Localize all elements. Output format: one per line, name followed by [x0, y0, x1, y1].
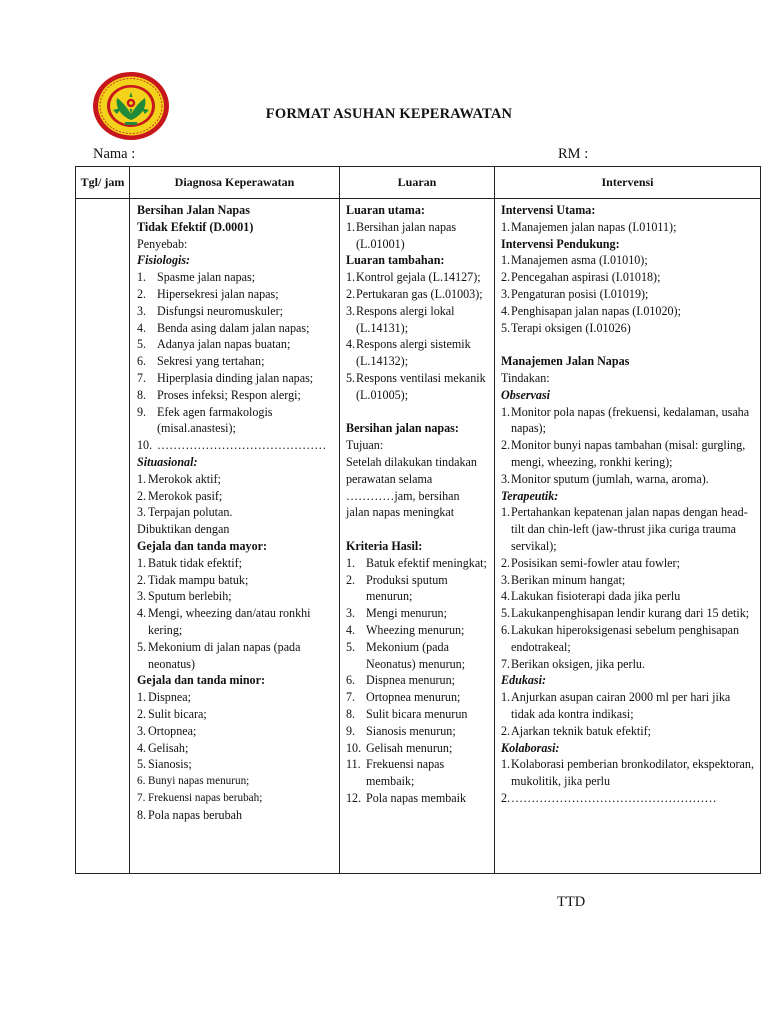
intervensi-line [501, 622, 757, 656]
intervensi-line [501, 353, 757, 370]
intervensi-item-number: 3. [501, 286, 511, 301]
diagnosa-item-text: Batuk tidak efektif; [148, 555, 243, 570]
intervensi-line [501, 672, 757, 689]
diagnosa-item-number: 10. [137, 438, 153, 453]
diagnosa-item-number: 8. [137, 807, 147, 822]
luaran-item-text: Respons alergi lokal (L.14131); [356, 303, 455, 335]
intervensi-line [501, 588, 757, 605]
diagnosa-item-number: 6. [137, 354, 147, 369]
table-body-row [76, 199, 761, 874]
diagnosa-item-text: Efek agen farmakologis (misal.anastesi); [157, 404, 273, 436]
diagnosa-item-number: 5. [137, 639, 147, 654]
luaran-item-number: 12. [346, 790, 362, 805]
luaran-item-text: Gelisah menurun; [366, 740, 453, 755]
diagnosa-item-text: Frekuensi napas berubah; [148, 791, 263, 804]
diagnosa-item-text: Disfungsi neuromuskuler; [157, 303, 283, 318]
luaran-item-number: 5. [346, 370, 356, 385]
luaran-line [346, 471, 491, 488]
luaran-line [346, 404, 491, 421]
form-title: FORMAT ASUHAN KEPERAWATAN [265, 106, 513, 122]
intervensi-line [501, 252, 757, 269]
diagnosa-item-text: Sekresi yang tertahan; [157, 354, 265, 369]
diagnosa-item-text: Sputum berlebih; [148, 589, 232, 604]
diagnosa-heading: Bersihan Jalan Napas [137, 203, 250, 217]
intervensi-line [501, 723, 757, 740]
luaran-text: Tujuan: [346, 438, 384, 453]
intervensi-line [501, 488, 757, 505]
intervensi-item-text: Berikan minum hangat; [511, 572, 626, 587]
diagnosa-item-text: Bunyi napas menurun; [148, 775, 250, 788]
diagnosa-line [137, 219, 336, 236]
intervensi-line [501, 572, 757, 589]
diagnosa-item-number: 1. [137, 471, 147, 486]
diagnosa-line [137, 286, 336, 303]
diagnosa-line [137, 269, 336, 286]
intervensi-item-text: Pertahankan kepatenan jalan napas dengan head-tilt dan chin-left (jaw-thrust jika curiga trauma servikal); [511, 505, 748, 553]
luaran-item-text: Dispnea menurun; [366, 673, 456, 688]
diagnosa-item-number: 8. [137, 387, 147, 402]
luaran-line [346, 420, 491, 437]
luaran-item-number: 3. [346, 606, 356, 621]
luaran-line [346, 521, 491, 538]
intervensi-line [501, 286, 757, 303]
rm-label: RM : [558, 146, 589, 162]
diagnosa-item-number: 3. [137, 303, 147, 318]
diagnosa-heading: Gejala dan tanda mayor: [137, 538, 268, 553]
intervensi-item-number: 2. [501, 790, 511, 805]
luaran-heading: Luaran tambahan: [346, 253, 445, 268]
diagnosa-list [130, 199, 339, 823]
intervensi-item-text: Monitor bunyi napas tambahan (misal: gurgling, mengi, wheezing, ronkhi kering); [511, 438, 746, 469]
table-header-row [76, 167, 761, 199]
diagnosa-text: Dibuktikan dengan [137, 522, 230, 537]
diagnosa-line [137, 807, 336, 824]
luaran-line [346, 538, 491, 555]
luaran-line [346, 454, 491, 471]
luaran-line [346, 336, 491, 370]
diagnosa-line [137, 471, 336, 488]
luaran-line [346, 622, 491, 639]
diagnosa-item-number: 4. [137, 740, 147, 755]
luaran-item-number: 7. [346, 690, 356, 705]
luaran-item-number: 3. [346, 303, 356, 318]
luaran-item-text: Respons ventilasi mekanik (L.01005); [356, 370, 486, 402]
luaran-item-number: 8. [346, 706, 356, 721]
intervensi-line [501, 740, 757, 757]
luaran-item-number: 1. [346, 270, 356, 285]
intervensi-item-number: 3. [501, 572, 511, 587]
luaran-item-text: Frekuensi napas membaik; [366, 757, 445, 789]
diagnosa-line [137, 706, 336, 723]
diagnosa-line [137, 353, 336, 370]
luaran-item-number: 4. [346, 622, 356, 637]
luaran-line [346, 286, 491, 303]
diagnosa-item-number: 4. [137, 320, 147, 335]
intervensi-item-number: 2. [501, 438, 511, 453]
diagnosa-line [137, 303, 336, 320]
diagnosa-line [137, 387, 336, 404]
intervensi-line [501, 555, 757, 572]
diagnosa-item-text: Benda asing dalam jalan napas; [157, 320, 310, 335]
luaran-item-text: Kontrol gejala (L.14127); [356, 270, 481, 285]
diagnosa-line [137, 773, 336, 790]
intervensi-item-number: 1. [501, 253, 511, 268]
intervensi-heading: Terapeutik: [501, 488, 559, 503]
luaran-text: Setelah dilakukan tindakan [346, 454, 477, 469]
diagnosa-item-number: 3. [137, 723, 147, 738]
nama-label: Nama : [93, 146, 136, 162]
luaran-list [340, 199, 494, 807]
intervensi-item-text: Anjurkan asupan cairan 2000 ml per hari jika tidak ada kontra indikasi; [511, 690, 731, 721]
intervensi-line [501, 756, 757, 790]
intervensi-cell [495, 199, 761, 874]
diagnosa-item-number: 3. [137, 505, 147, 520]
intervensi-line [501, 320, 757, 337]
diagnosa-line [137, 790, 336, 807]
intervensi-line [501, 219, 757, 236]
intervensi-heading: Manajemen Jalan Napas [501, 354, 630, 369]
luaran-item-text: Bersihan jalan napas (L.01001) [356, 219, 457, 251]
diagnosa-heading: Situasional: [137, 454, 198, 469]
diagnosa-line [137, 588, 336, 605]
diagnosa-item-number: 2. [137, 706, 147, 721]
diagnosa-item-number: 6. [137, 775, 146, 788]
intervensi-item-number: 1. [501, 690, 511, 705]
diagnosa-item-text: Hipersekresi jalan napas; [157, 286, 279, 301]
diagnosa-heading: Gejala dan tanda minor: [137, 673, 266, 688]
diagnosa-line [137, 370, 336, 387]
intervensi-line [501, 790, 757, 807]
diagnosa-item-number: 3. [137, 589, 147, 604]
diagnosa-line [137, 672, 336, 689]
diagnosa-line [137, 605, 336, 639]
intervensi-item-text: Posisikan semi-fowler atau fowler; [511, 555, 680, 570]
diagnosa-item-text: Adanya jalan napas buatan; [157, 337, 291, 352]
intervensi-item-text: Terapi oksigen (I.01026) [511, 320, 631, 335]
intervensi-item-number: 2. [501, 270, 511, 285]
luaran-item-text: Mekonium (pada Neonatus) menurun; [366, 639, 466, 671]
diagnosa-line [137, 555, 336, 572]
diagnosa-line [137, 689, 336, 706]
intervensi-item-text: Manajemen jalan napas (I.01011); [511, 219, 677, 234]
luaran-item-number: 1. [346, 555, 356, 570]
intervensi-line [501, 689, 757, 723]
diagnosa-item-text: Terpajan polutan. [148, 505, 233, 520]
luaran-line [346, 706, 491, 723]
intervensi-item-number: 1. [501, 757, 511, 772]
luaran-line [346, 202, 491, 219]
luaran-cell [340, 199, 495, 874]
diagnosa-item-text: Merokok pasif; [148, 488, 223, 503]
header-tgl-jam: Tgl/ jam [76, 167, 130, 199]
luaran-text: jalan napas meningkat [346, 505, 455, 520]
tgl-jam-cell [76, 199, 130, 874]
luaran-item-text: Sulit bicara menurun [366, 706, 468, 721]
intervensi-line [501, 303, 757, 320]
luaran-line [346, 303, 491, 337]
luaran-line [346, 437, 491, 454]
diagnosa-line [137, 504, 336, 521]
diagnosa-item-number: 1. [137, 690, 147, 705]
diagnosa-line [137, 488, 336, 505]
care-plan-table [75, 166, 761, 874]
diagnosa-line [137, 740, 336, 757]
intervensi-line [501, 370, 757, 387]
luaran-line [346, 605, 491, 622]
diagnosa-line [137, 336, 336, 353]
luaran-item-number: 11. [346, 757, 361, 772]
diagnosa-line [137, 521, 336, 538]
luaran-text: …………jam, bersihan [346, 488, 460, 503]
luaran-line [346, 555, 491, 572]
intervensi-heading: Observasi [501, 387, 551, 402]
intervensi-heading: Intervensi Pendukung: [501, 236, 620, 251]
diagnosa-item-text: Spasme jalan napas; [157, 270, 256, 285]
diagnosa-line [137, 639, 336, 673]
luaran-item-number: 6. [346, 673, 356, 688]
intervensi-item-number: 1. [501, 219, 511, 234]
intervensi-item-text: Lakukan hiperoksigenasi sebelum penghisapan endotrakeal; [511, 622, 740, 654]
luaran-line [346, 740, 491, 757]
intervensi-item-number: 5. [501, 606, 511, 621]
diagnosa-item-number: 1. [137, 555, 147, 570]
diagnosa-item-text: Sulit bicara; [148, 706, 207, 721]
luaran-item-text: Wheezing menurun; [366, 622, 465, 637]
diagnosa-item-text: Mengi, wheezing dan/atau ronkhi kering; [148, 606, 311, 637]
intervensi-line [501, 387, 757, 404]
luaran-item-number: 5. [346, 639, 356, 654]
diagnosa-line [137, 236, 336, 253]
intervensi-line [501, 202, 757, 219]
intervensi-line [501, 504, 757, 554]
intervensi-item-number: 1. [501, 404, 511, 419]
intervensi-line [501, 336, 757, 353]
intervensi-item-number: 1. [501, 505, 511, 520]
diagnosa-item-number: 2. [137, 572, 147, 587]
intervensi-item-number: 5. [501, 320, 511, 335]
diagnosa-item-number: 7. [137, 370, 147, 385]
luaran-item-number: 2. [346, 286, 356, 301]
intervensi-item-text: …………………………………………… [511, 790, 717, 805]
luaran-line [346, 269, 491, 286]
diagnosa-item-number: 5. [137, 757, 147, 772]
diagnosa-heading: Fisiologis: [137, 253, 191, 268]
diagnosa-line [137, 404, 336, 438]
luaran-text: perawatan selama [346, 471, 433, 486]
diagnosa-line [137, 572, 336, 589]
intervensi-item-number: 6. [501, 622, 511, 637]
luaran-text [346, 521, 491, 538]
intervensi-item-number: 2. [501, 555, 511, 570]
intervensi-item-text: Pengaturan posisi (I.01019); [511, 286, 649, 301]
diagnosa-item-number: 2. [137, 286, 147, 301]
luaran-item-number: 1. [346, 219, 356, 234]
diagnosa-line [137, 320, 336, 337]
luaran-line [346, 219, 491, 253]
luaran-item-text: Produksi sputum menurun; [366, 572, 448, 604]
header-diagnosa: Diagnosa Keperawatan [130, 167, 340, 199]
header-luaran: Luaran [340, 167, 495, 199]
diagnosa-line [137, 723, 336, 740]
diagnosa-item-text: Hiperplasia dinding jalan napas; [157, 370, 314, 385]
diagnosa-line [137, 756, 336, 773]
intervensi-text [501, 336, 757, 353]
ttd-label: TTD [557, 894, 586, 910]
diagnosa-item-text: Tidak mampu batuk; [148, 572, 249, 587]
luaran-item-number: 4. [346, 337, 356, 352]
luaran-heading: Kriteria Hasil: [346, 538, 423, 553]
luaran-line [346, 639, 491, 673]
intervensi-line [501, 471, 757, 488]
diagnosa-item-text: Dispnea; [148, 690, 191, 705]
diagnosa-line [137, 454, 336, 471]
intervensi-item-number: 4. [501, 303, 511, 318]
luaran-item-text: Mengi menurun; [366, 606, 447, 621]
luaran-line [346, 790, 491, 807]
intervensi-item-text: Lakukanpenghisapan lendir kurang dari 15 detik; [511, 606, 750, 621]
intervensi-line [501, 236, 757, 253]
intervensi-item-text: Ajarkan teknik batuk efektif; [511, 723, 652, 738]
diagnosa-item-number: 7. [137, 791, 146, 804]
luaran-item-text: Sianosis menurun; [366, 723, 456, 738]
luaran-item-text: Batuk efektif meningkat; [366, 555, 487, 570]
diagnosa-item-text: Proses infeksi; Respon alergi; [157, 387, 301, 402]
luaran-line [346, 572, 491, 606]
diagnosa-item-number: 4. [137, 606, 147, 621]
luaran-heading: Luaran utama: [346, 203, 425, 217]
intervensi-item-number: 7. [501, 656, 511, 671]
intervensi-item-text: Pencegahan aspirasi (I.01018); [511, 270, 661, 285]
luaran-heading: Bersihan jalan napas: [346, 421, 459, 436]
intervensi-heading: Edukasi: [501, 673, 547, 688]
diagnosa-item-text: Ortopnea; [148, 723, 197, 738]
luaran-line [346, 504, 491, 521]
luaran-item-text: Ortopnea menurun; [366, 690, 461, 705]
luaran-item-text: Respons alergi sistemik (L.14132); [356, 337, 471, 369]
diagnosa-item-text: Sianosis; [148, 757, 192, 772]
diagnosa-line [137, 437, 336, 454]
intervensi-item-text: Penghisapan jalan napas (I.01020); [511, 303, 681, 318]
intervensi-item-text: Manajemen asma (I.01010); [511, 253, 648, 268]
intervensi-line [501, 437, 757, 471]
intervensi-line [501, 605, 757, 622]
intervensi-heading: Kolaborasi: [501, 740, 560, 755]
luaran-line [346, 689, 491, 706]
diagnosa-heading: Tidak Efektif (D.0001) [137, 219, 254, 234]
intervensi-text: Tindakan: [501, 370, 550, 385]
luaran-item-text: Pola napas membaik [366, 790, 467, 805]
diagnosa-line [137, 252, 336, 269]
luaran-item-number: 2. [346, 572, 356, 587]
header-intervensi: Intervensi [495, 167, 761, 199]
luaran-line [346, 488, 491, 505]
intervensi-item-number: 2. [501, 723, 511, 738]
diagnosa-item-number: 1. [137, 270, 147, 285]
luaran-text [346, 404, 491, 421]
intervensi-item-text: Monitor pola napas (frekuensi, kedalaman, usaha napas); [511, 404, 750, 436]
diagnosa-text: Penyebab: [137, 236, 188, 251]
intervensi-heading: Intervensi Utama: [501, 203, 596, 217]
intervensi-item-text: Monitor sputum (jumlah, warna, aroma). [511, 471, 709, 486]
diagnosa-item-number: 2. [137, 488, 147, 503]
diagnosa-item-text: …………………………………… [157, 438, 327, 453]
diagnosa-item-text: Gelisah; [148, 740, 189, 755]
intervensi-line [501, 404, 757, 438]
luaran-line [346, 672, 491, 689]
diagnosa-item-number: 9. [137, 404, 147, 419]
luaran-line [346, 252, 491, 269]
luaran-line [346, 723, 491, 740]
intervensi-line [501, 269, 757, 286]
luaran-line [346, 370, 491, 404]
diagnosa-cell [130, 199, 340, 874]
luaran-item-number: 10. [346, 740, 362, 755]
luaran-item-text: Pertukaran gas (L.01003); [356, 286, 483, 301]
intervensi-item-text: Lakukan fisioterapi dada jika perlu [511, 589, 681, 604]
diagnosa-line [137, 538, 336, 555]
intervensi-item-text: Kolaborasi pemberian bronkodilator, ekspektoran, mukolitik, jika perlu [511, 757, 754, 789]
diagnosa-item-text: Merokok aktif; [148, 471, 221, 486]
diagnosa-line [137, 202, 336, 219]
intervensi-list [495, 199, 760, 807]
intervensi-item-number: 4. [501, 589, 511, 604]
luaran-item-number: 9. [346, 723, 356, 738]
diagnosa-item-text: Pola napas berubah [148, 807, 243, 822]
intervensi-item-text: Berikan oksigen, jika perlu. [511, 656, 646, 671]
intervensi-item-number: 3. [501, 471, 511, 486]
intervensi-line [501, 656, 757, 673]
diagnosa-item-number: 5. [137, 337, 147, 352]
diagnosa-item-text: Mekonium di jalan napas (pada neonatus) [148, 639, 301, 671]
luaran-line [346, 756, 491, 790]
